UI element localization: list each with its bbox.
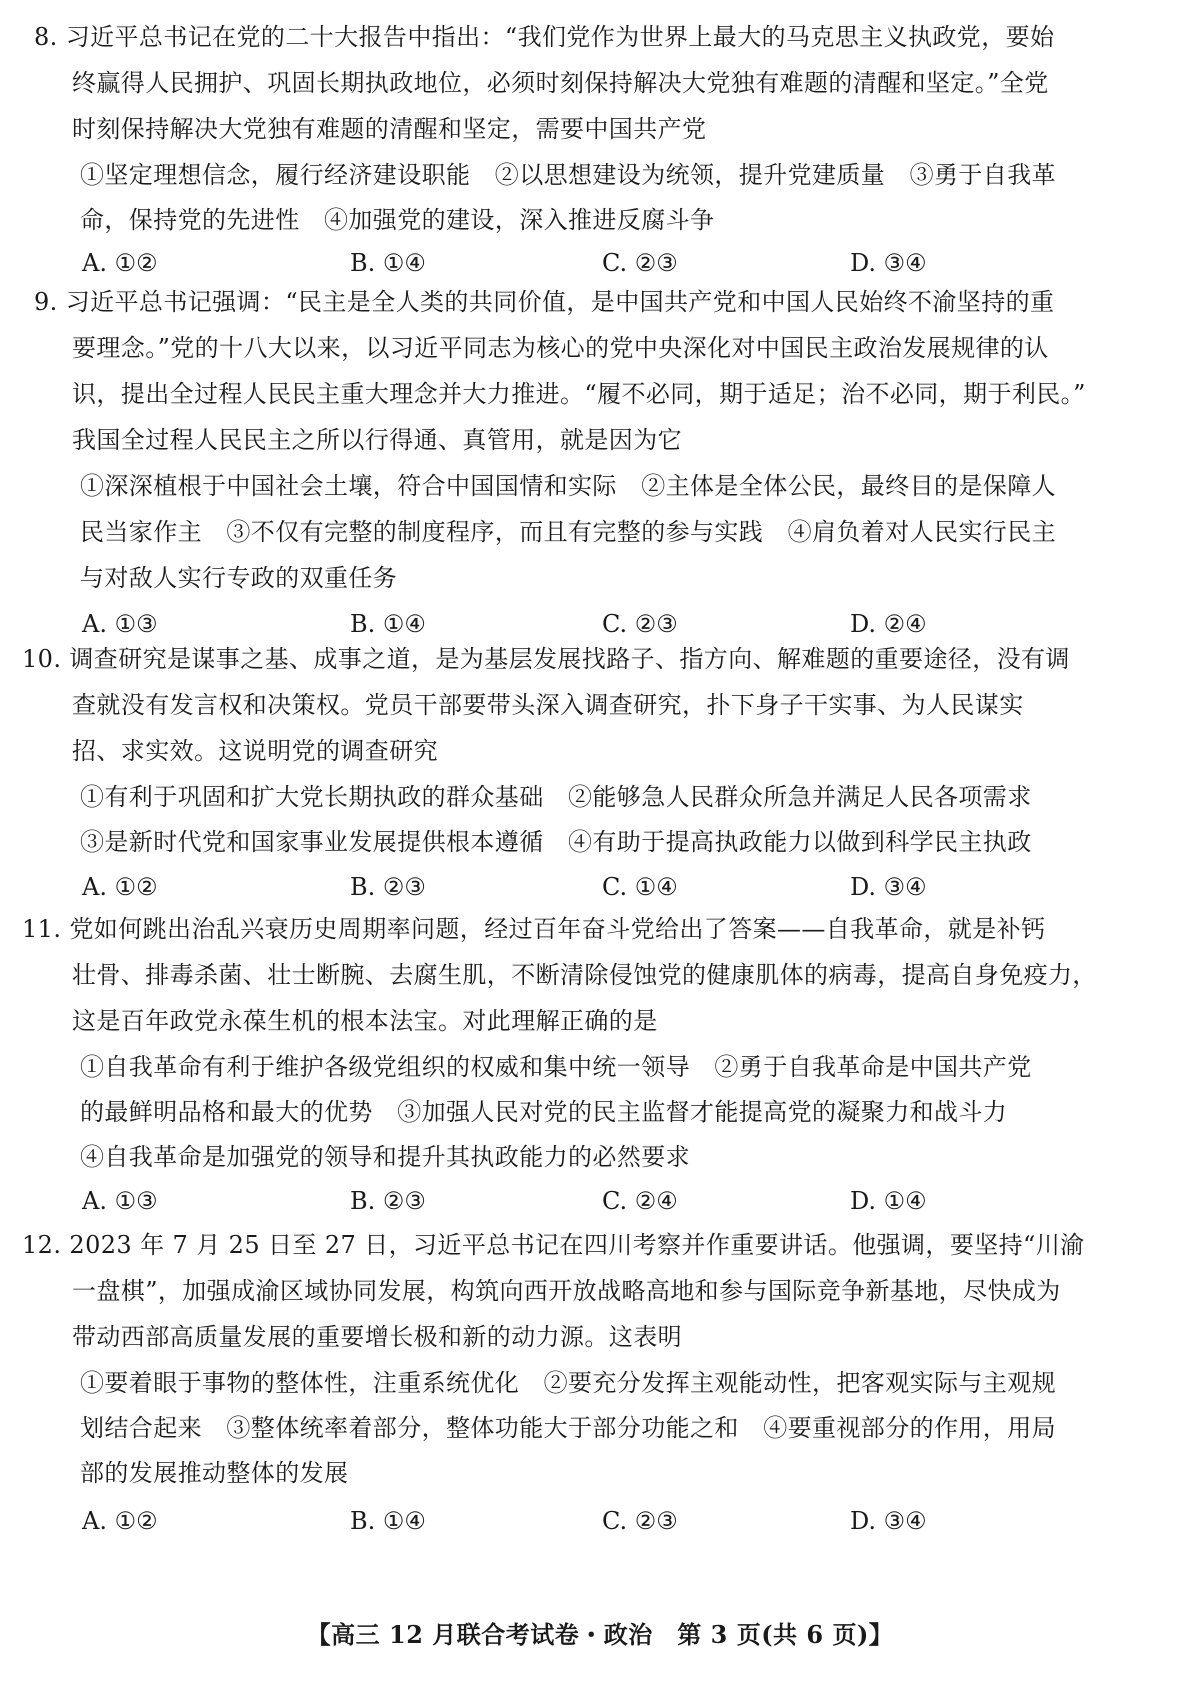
question-stem-line: 10. 调查研究是谋事之基、成事之道，是为基层发展找路子、指方向、解难题的重要途径，没有调 bbox=[22, 645, 1070, 673]
question-stem-line: 识，提出全过程人民民主重大理念并大力推进。“履不必同，期于适足；治不必同，期于利民。” bbox=[72, 380, 1086, 408]
question-9 bbox=[34, 285, 1152, 638]
option-line: ①坚定理想信念，履行经济建设职能 ②以思想建设为统领，提升党建质量 ③勇于自我革 bbox=[80, 161, 1056, 189]
option-line: ④自我革命是加强党的领导和提升其执政能力的必然要求 bbox=[80, 1143, 690, 1171]
answer-choices bbox=[82, 607, 1142, 641]
question-stem-line: 要理念。”党的十八大以来，以习近平同志为核心的党中央深化对中国民主政治发展规律的认 bbox=[72, 334, 1049, 362]
question-stem-line: 我国全过程人民民主之所以行得通、真管用，就是因为它 bbox=[72, 426, 682, 454]
choice-a[interactable]: A. ①② bbox=[82, 249, 158, 277]
choice-d[interactable]: D. ①④ bbox=[850, 1187, 927, 1215]
option-line: ①深深植根于中国社会土壤，符合中国国情和实际 ②主体是全体公民，最终目的是保障人 bbox=[80, 472, 1056, 500]
choice-d[interactable]: D. ③④ bbox=[850, 1507, 927, 1535]
choice-b[interactable]: B. ①④ bbox=[350, 610, 426, 638]
choice-c[interactable]: C. ②③ bbox=[602, 249, 678, 277]
option-line: 命，保持党的先进性 ④加强党的建设，深入推进反腐斗争 bbox=[80, 206, 715, 234]
option-line: 的最鲜明品格和最大的优势 ③加强人民对党的民主监督才能提高党的凝聚力和战斗力 bbox=[80, 1098, 1008, 1126]
question-stem-line: 终赢得人民拥护、巩固长期执政地位，必须时刻保持解决大党独有难题的清醒和坚定。”全党 bbox=[72, 69, 1049, 97]
option-line: ①有利于巩固和扩大党长期执政的群众基础 ②能够急人民群众所急并满足人民各项需求 bbox=[80, 783, 1032, 811]
page-footer: 【高三 12 月联合考试卷・政治 第 3 页(共 6 页)】 bbox=[306, 1620, 894, 1649]
choice-a[interactable]: A. ①③ bbox=[82, 1187, 158, 1215]
question-stem-line: 壮骨、排毒杀菌、壮士断腕、去腐生肌，不断清除侵蚀党的健康肌体的病毒，提高自身免疫力， bbox=[72, 961, 1097, 989]
option-line: ①要着眼于事物的整体性，注重系统优化 ②要充分发挥主观能动性，把客观实际与主观规 bbox=[80, 1369, 1056, 1397]
question-stem-line: 11. 党如何跳出治乱兴衰历史周期率问题，经过百年奋斗党给出了答案——自我革命，就是补钙 bbox=[22, 915, 1046, 943]
choice-b[interactable]: B. ②③ bbox=[350, 873, 426, 901]
answer-choices bbox=[82, 1504, 1142, 1538]
choice-a[interactable]: A. ①② bbox=[82, 873, 158, 901]
option-line: 与对敌人实行专政的双重任务 bbox=[80, 564, 398, 592]
answer-choices bbox=[82, 1184, 1142, 1218]
question-stem-line: 9. 习近平总书记强调：“民主是全人类的共同价值，是中国共产党和中国人民始终不渝坚持的重 bbox=[34, 288, 1055, 316]
choice-b[interactable]: B. ②③ bbox=[350, 1187, 426, 1215]
question-10 bbox=[22, 642, 1152, 902]
question-stem-line: 12. 2023 年 7 月 25 日至 27 日，习近平总书记在四川考察并作重要讲话。他强调，要坚持“川渝 bbox=[22, 1231, 1085, 1259]
question-11 bbox=[22, 912, 1152, 1215]
choice-c[interactable]: C. ②③ bbox=[602, 610, 678, 638]
choice-d[interactable]: D. ②④ bbox=[850, 610, 927, 638]
choice-a[interactable]: A. ①② bbox=[82, 1507, 158, 1535]
option-line: ③是新时代党和国家事业发展提供根本遵循 ④有助于提高执政能力以做到科学民主执政 bbox=[80, 828, 1032, 856]
choice-b[interactable]: B. ①④ bbox=[350, 249, 426, 277]
choice-d[interactable]: D. ③④ bbox=[850, 873, 927, 901]
question-stem-line: 招、求实效。这说明党的调查研究 bbox=[72, 737, 438, 765]
question-stem-line: 一盘棋”，加强成渝区域协同发展，构筑向西开放战略高地和参与国际竞争新基地，尽快成为 bbox=[72, 1277, 1061, 1305]
choice-b[interactable]: B. ①④ bbox=[350, 1507, 426, 1535]
question-12 bbox=[22, 1228, 1152, 1548]
question-stem-line: 这是百年政党永葆生机的根本法宝。对此理解正确的是 bbox=[72, 1007, 658, 1035]
choice-d[interactable]: D. ③④ bbox=[850, 249, 927, 277]
option-line: 部的发展推动整体的发展 bbox=[80, 1459, 349, 1487]
answer-choices bbox=[82, 870, 1142, 904]
option-line: ①自我革命有利于维护各级党组织的权威和集中统一领导 ②勇于自我革命是中国共产党 bbox=[80, 1053, 1032, 1081]
choice-a[interactable]: A. ①③ bbox=[82, 610, 158, 638]
option-line: 民当家作主 ③不仅有完整的制度程序，而且有完整的参与实践 ④肩负着对人民实行民主 bbox=[80, 518, 1056, 546]
option-line: 划结合起来 ③整体统率着部分，整体功能大于部分功能之和 ④要重视部分的作用，用局 bbox=[80, 1414, 1056, 1442]
question-8 bbox=[34, 20, 1152, 280]
question-stem-line: 查就没有发言权和决策权。党员干部要带头深入调查研究，扑下身子干实事、为人民谋实 bbox=[72, 691, 1024, 719]
choice-c[interactable]: C. ①④ bbox=[602, 873, 678, 901]
choice-c[interactable]: C. ②④ bbox=[602, 1187, 678, 1215]
question-stem-line: 时刻保持解决大党独有难题的清醒和坚定，需要中国共产党 bbox=[72, 115, 707, 143]
answer-choices bbox=[82, 246, 1142, 280]
question-stem-line: 带动西部高质量发展的重要增长极和新的动力源。这表明 bbox=[72, 1323, 682, 1351]
question-stem-line: 8. 习近平总书记在党的二十大报告中指出：“我们党作为世界上最大的马克思主义执政党，要始 bbox=[34, 23, 1055, 51]
choice-c[interactable]: C. ②③ bbox=[602, 1507, 678, 1535]
